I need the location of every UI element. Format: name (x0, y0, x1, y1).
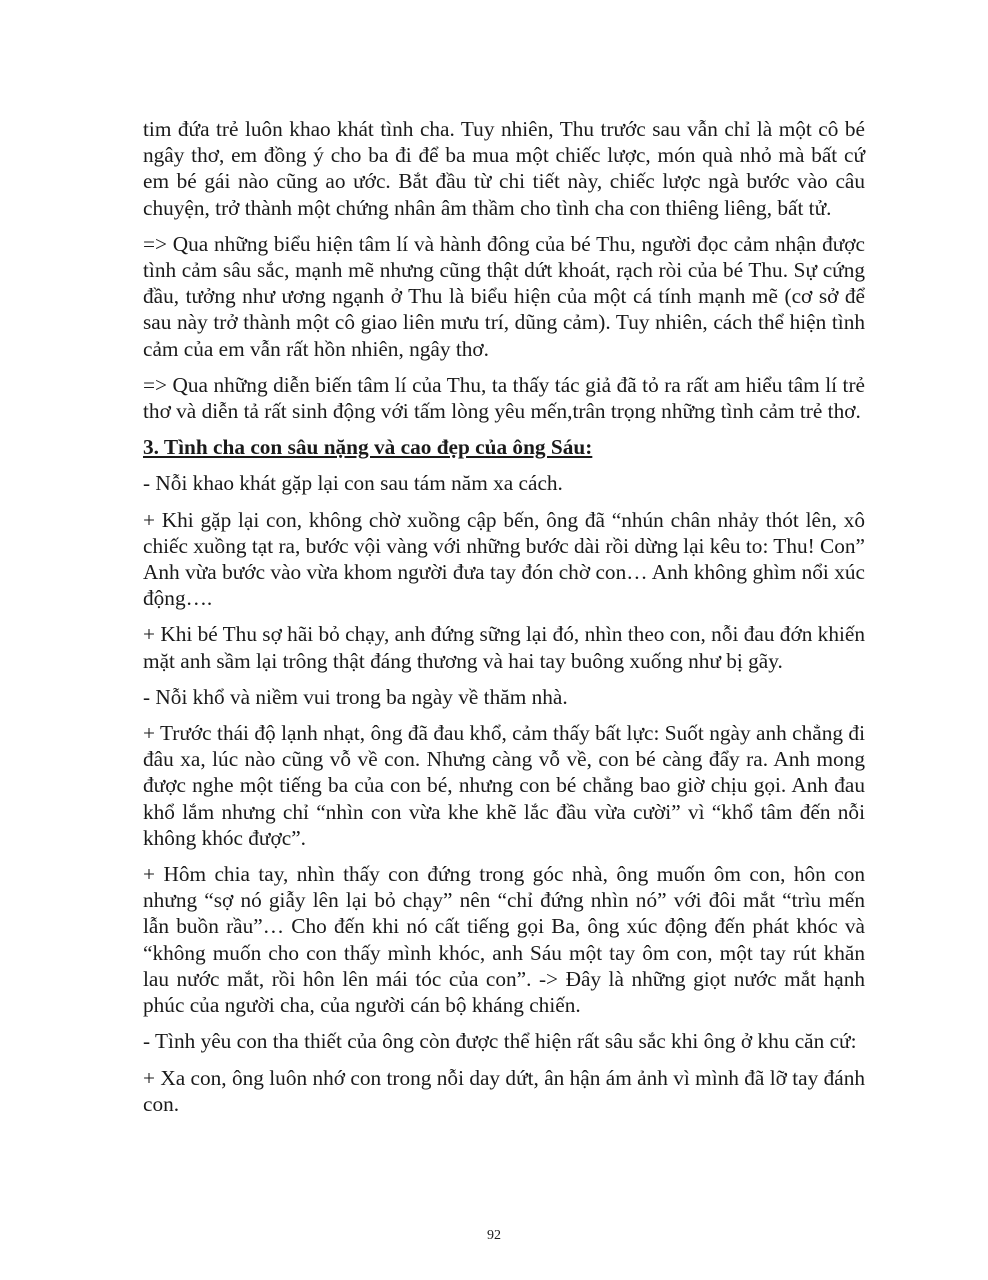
section-heading: 3. Tình cha con sâu nặng và cao đẹp của ông Sáu: (143, 435, 593, 460)
page-number: 92 (487, 1228, 501, 1243)
paragraph-indifference: + Trước thái độ lạnh nhạt, ông đã đau khổ, cảm thấy bất lực: Suốt ngày anh chẳng đi đâu xa, lúc nào cũng vỗ về con. Nhưng càng vỗ về, con bé càng đẩy ra. Anh mong được nghe một tiếng ba của con bé, nhưng con bé chẳng bao giờ chịu gọi. Anh đau khổ lắm nhưng chỉ “nhìn con vừa khe khẽ lắc đầu vừa cười” vì “khổ tâm đến nỗi không khóc được”. (143, 721, 865, 850)
paragraph-intro: tim đứa trẻ luôn khao khát tình cha. Tuy nhiên, Thu trước sau vẫn chỉ là một cô bé ngây thơ, em đồng ý cho ba đi để ba mua một chiếc lược, món quà nhỏ mà bất cứ em bé gái nào cũng ao ước. Bắt đầu từ chi tiết này, chiếc lược ngà bước vào câu chuyện, trở thành một chứng nhân âm thầm cho tình cha con thiêng liêng, bất tử. (143, 117, 865, 220)
paragraph-point-longing: - Nỗi khao khát gặp lại con sau tám năm xa cách. (143, 471, 563, 496)
paragraph-conclusion-1: => Qua những biểu hiện tâm lí và hành đông của bé Thu, người đọc cảm nhận được tình cảm sâu sắc, mạnh mẽ nhưng cũng thật dứt khoát, rạch ròi của bé Thu. Sự cứng đầu, tưởng như ương ngạnh ở Thu là biểu hiện của một cá tính mạnh mẽ (cơ sở để sau này trở thành một cô giao liên mưu trí, dũng cảm). Tuy nhiên, cách thể hiện tình cảm của em vẫn rất hồn nhiên, ngây thơ. (143, 231, 865, 361)
paragraph-point-base: - Tình yêu con tha thiết của ông còn được thể hiện rất sâu sắc khi ông ở khu căn cứ: (143, 1029, 857, 1054)
paragraph-reunion: + Khi gặp lại con, không chờ xuồng cập bến, ông đã “nhún chân nhảy thót lên, xô chiếc xuồng tạt ra, bước vội vàng với những bước dài rồi dừng lại kêu to: Thu! Con” Anh vừa bước vào vừa khom người đưa tay đón chờ con… Anh không ghìm nổi xúc động…. (143, 507, 865, 611)
paragraph-run-away: + Khi bé Thu sợ hãi bỏ chạy, anh đứng sững lại đó, nhìn theo con, nỗi đau đớn khiến mặt anh sầm lại trông thật đáng thương và hai tay buông xuống như bị gãy. (143, 622, 865, 673)
paragraph-conclusion-2: => Qua những diễn biến tâm lí của Thu, ta thấy tác giả đã tỏ ra rất am hiểu tâm lí trẻ thơ và diễn tả rất sinh động với tấm lòng yêu mến,trân trọng những tình cảm trẻ thơ. (143, 372, 865, 424)
paragraph-farewell: + Hôm chia tay, nhìn thấy con đứng trong góc nhà, ông muốn ôm con, hôn con nhưng “sợ nó giẫy lên lại bỏ chạy” nên “chỉ đứng nhìn nó” với đôi mắt “trìu mến lẫn buồn rầu”… Cho đến khi nó cất tiếng gọi Ba, ông xúc động đến phát khóc và “không muốn cho con thấy mình khóc, anh Sáu một tay ôm con, một tay rút khăn lau nước mắt, rồi hôn lên mái tóc của con”. -> Đây là những giọt nước mắt hạnh phúc của người cha, của người cán bộ kháng chiến. (143, 862, 865, 1018)
paragraph-point-three-days: - Nỗi khổ và niềm vui trong ba ngày về thăm nhà. (143, 684, 568, 709)
document-body (143, 116, 865, 1127)
paragraph-regret: + Xa con, ông luôn nhớ con trong nỗi day dứt, ân hận ám ảnh vì mình đã lỡ tay đánh con. (143, 1065, 865, 1116)
